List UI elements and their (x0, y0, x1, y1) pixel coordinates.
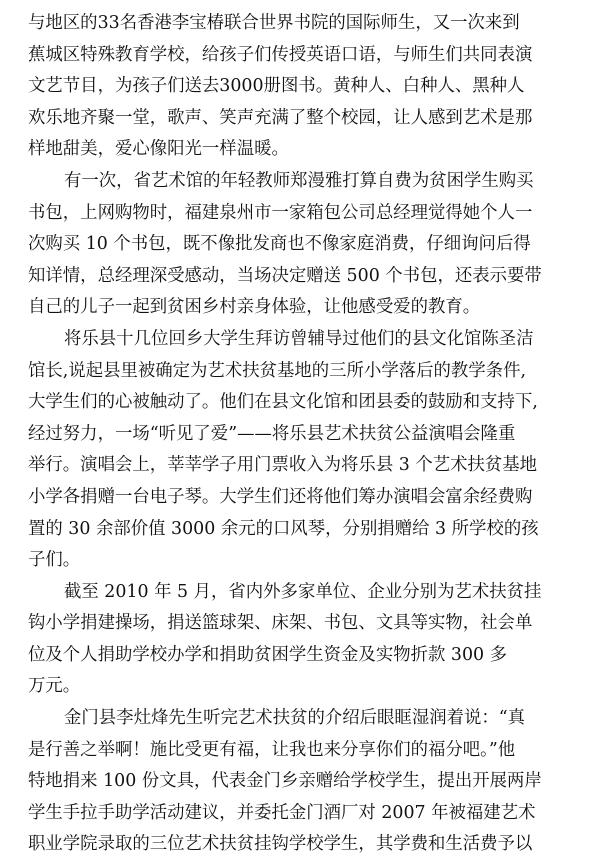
text-line: 知详情，总经理深受感动，当场决定赠送 500 个书包，还表示要带 (28, 265, 542, 286)
text-line: 书包，上网购物时，福建泉州市一家箱包公司总经理觉得她个人一 (28, 202, 533, 223)
paragraph-2 (28, 166, 576, 324)
text-line: 样地甜美，爱心像阳光一样温暖。 (28, 139, 289, 160)
text-line: 小学各捐赠一台电子琴。大学生们还将他们筹办演唱会富余经费购 (28, 486, 533, 507)
paragraph-1 (28, 8, 576, 166)
text-line: 万元。 (28, 676, 81, 697)
text-line: 次购买 10 个书包，既不像批发商也不像家庭消费，仔细询问后得 (28, 234, 531, 255)
text-line: 职业学院录取的三位艺术扶贫挂钩学校学生，其学费和生活费予以 (28, 834, 533, 855)
text-line: 欢乐地齐聚一堂，歌声、笑声充满了整个校园，让人感到艺术是那 (28, 107, 533, 128)
text-line: 将乐县十几位回乡大学生拜访曾辅导过他们的县文化馆陈圣洁 (64, 328, 534, 349)
text-line: 截至 2010 年 5 月，省内外多家单位、企业分别为艺术扶贫挂 (64, 581, 542, 602)
text-line: 有一次，省艺术馆的年轻教师郑漫雅打算自费为贫困学生购买 (64, 170, 534, 191)
body-text (28, 8, 576, 858)
text-line: 位及个人捐助学校办学和捐助贫困学生资金及实物折款 300 多 (28, 644, 508, 665)
text-line: 大学生们的心被触动了。他们在县文化馆和团县委的鼓励和支持下, (28, 392, 538, 413)
text-line: 文艺节目，为孩子们送去3000册图书。黄种人、白种人、黑种人 (28, 76, 525, 97)
text-line: 与地区的33名香港李宝椿联合世界书院的国际师生，又一次来到 (28, 13, 520, 33)
text-line: 子们。 (28, 550, 81, 571)
text-line: 金门县李灶烽先生听完艺术扶贫的介绍后眼眶湿润着说：“真 (64, 708, 526, 729)
paragraph-4 (28, 577, 576, 703)
text-line: 蕉城区特殊教育学校，给孩子们传授英语口语，与师生们共同表演 (28, 44, 533, 65)
text-line: 经过努力，一场“听见了爱”——将乐县艺术扶贫公益演唱会隆重 (28, 423, 516, 444)
text-line: 举行。演唱会上，莘莘学子用门票收入为将乐县 3 个艺术扶贫基地 (28, 455, 538, 476)
text-line: 钩小学捐建操场，捐送篮球架、床架、书包、文具等实物，社会单 (28, 613, 533, 634)
text-line: 自己的儿子一起到贫困乡村亲身体验，让他感受爱的教育。 (28, 297, 481, 318)
paragraph-5 (28, 703, 576, 858)
text-line: 学生手拉手助学活动建议，并委托金门酒厂对 2007 年被福建艺术 (28, 802, 536, 823)
text-line: 是行善之举啊！施比受更有福，让我也来分享你们的福分吧。”他 (28, 739, 516, 760)
text-line: 馆长,说起县里被确定为艺术扶贫基地的三所小学落后的教学条件, (28, 360, 526, 381)
paragraph-3 (28, 324, 576, 577)
text-line: 置的 30 余部价值 3000 余元的口风琴，分别捐赠给 3 所学校的孩 (28, 518, 539, 539)
text-line: 特地捐来 100 份文具，代表金门乡亲赠给学校学生，提出开展两岸 (28, 771, 542, 792)
